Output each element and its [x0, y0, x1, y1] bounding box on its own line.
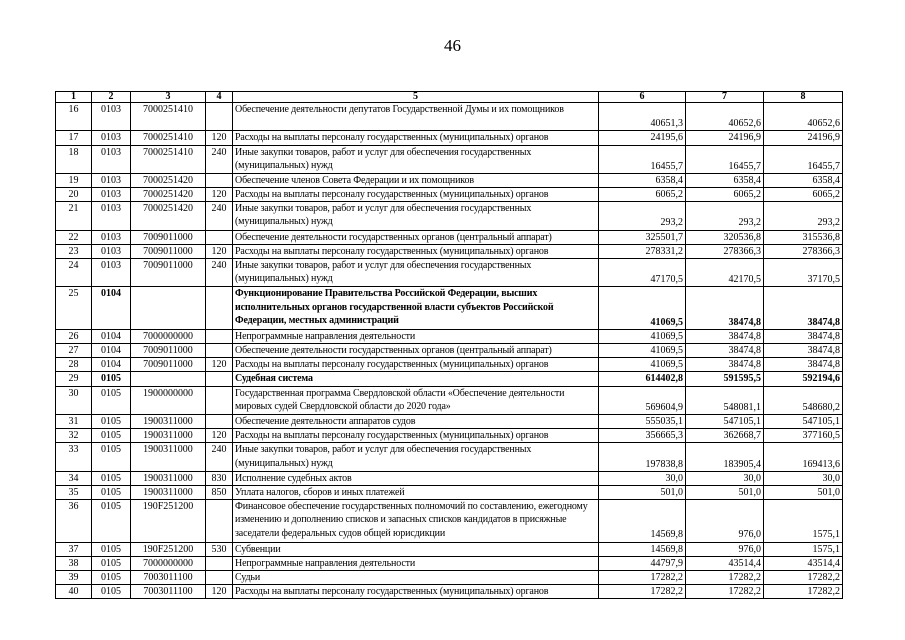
expense-type-code: 530 [206, 542, 233, 556]
expense-type-code: 850 [206, 485, 233, 499]
amount-col6: 41069,5 [599, 344, 686, 358]
item-name: Уплата налогов, сборов и иных платежей [233, 485, 599, 499]
target-article-code: 190F251200 [131, 542, 206, 556]
section-code: 0103 [92, 259, 131, 287]
amount-col6: 555035,1 [599, 414, 686, 428]
expense-type-code [206, 344, 233, 358]
amount-col6: 293,2 [599, 202, 686, 230]
amount-col7: 30,0 [686, 471, 764, 485]
item-name: Государственная программа Свердловской области «Обеспечение деятельности мировых судей Свердловской области до 2020 года» [233, 386, 599, 414]
expense-type-code: 120 [206, 188, 233, 202]
row-number: 31 [56, 414, 92, 428]
expense-type-code: 240 [206, 259, 233, 287]
item-name: Непрограммные направления деятельности [233, 556, 599, 570]
amount-col6: 41069,5 [599, 358, 686, 372]
table-row [56, 571, 843, 585]
amount-col8: 43514,4 [764, 556, 843, 570]
row-number: 32 [56, 429, 92, 443]
item-name: Расходы на выплаты персоналу государственных (муниципальных) органов [233, 358, 599, 372]
item-name: Непрограммные направления деятельности [233, 329, 599, 343]
amount-col8: 24196,9 [764, 131, 843, 145]
section-code: 0103 [92, 188, 131, 202]
item-name: Обеспечение деятельности депутатов Государственной Думы и их помощников [233, 103, 599, 131]
table-row [56, 188, 843, 202]
target-article-code: 1900000000 [131, 386, 206, 414]
amount-col7: 591595,5 [686, 372, 764, 386]
expense-type-code [206, 230, 233, 244]
row-number: 18 [56, 145, 92, 173]
row-number: 38 [56, 556, 92, 570]
target-article-code: 7009011000 [131, 244, 206, 258]
section-code: 0103 [92, 173, 131, 187]
expense-type-code: 240 [206, 443, 233, 471]
target-article-code: 7009011000 [131, 358, 206, 372]
amount-col7: 320536,8 [686, 230, 764, 244]
header-row [56, 92, 843, 103]
amount-col6: 6358,4 [599, 173, 686, 187]
section-code: 0104 [92, 287, 131, 330]
amount-col8: 40652,6 [764, 103, 843, 131]
row-number: 37 [56, 542, 92, 556]
expense-type-code [206, 329, 233, 343]
amount-col6: 24195,6 [599, 131, 686, 145]
section-code: 0105 [92, 585, 131, 599]
section-code: 0104 [92, 358, 131, 372]
expense-type-code: 120 [206, 244, 233, 258]
row-number: 16 [56, 103, 92, 131]
amount-col8: 169413,6 [764, 443, 843, 471]
row-number: 35 [56, 485, 92, 499]
item-name: Расходы на выплаты персоналу государственных (муниципальных) органов [233, 244, 599, 258]
col-header: 3 [131, 92, 206, 103]
amount-col8: 278366,3 [764, 244, 843, 258]
item-name: Субвенции [233, 542, 599, 556]
amount-col8: 315536,8 [764, 230, 843, 244]
amount-col7: 362668,7 [686, 429, 764, 443]
amount-col6: 278331,2 [599, 244, 686, 258]
amount-col7: 40652,6 [686, 103, 764, 131]
section-code: 0104 [92, 344, 131, 358]
row-number: 17 [56, 131, 92, 145]
section-code: 0105 [92, 556, 131, 570]
col-header: 7 [686, 92, 764, 103]
amount-col8: 38474,8 [764, 358, 843, 372]
row-number: 27 [56, 344, 92, 358]
amount-col7: 17282,2 [686, 585, 764, 599]
amount-col8: 17282,2 [764, 585, 843, 599]
amount-col8: 377160,5 [764, 429, 843, 443]
amount-col8: 30,0 [764, 471, 843, 485]
row-number: 19 [56, 173, 92, 187]
amount-col7: 38474,8 [686, 358, 764, 372]
expense-type-code [206, 500, 233, 543]
item-name: Судьи [233, 571, 599, 585]
target-article-code: 7000251420 [131, 202, 206, 230]
section-code: 0105 [92, 429, 131, 443]
table-row [56, 386, 843, 414]
amount-col8: 592194,6 [764, 372, 843, 386]
row-number: 40 [56, 585, 92, 599]
section-code: 0105 [92, 386, 131, 414]
row-number: 22 [56, 230, 92, 244]
amount-col6: 6065,2 [599, 188, 686, 202]
amount-col8: 17282,2 [764, 571, 843, 585]
col-header: 1 [56, 92, 92, 103]
amount-col6: 17282,2 [599, 585, 686, 599]
row-number: 20 [56, 188, 92, 202]
col-header: 8 [764, 92, 843, 103]
table-row [56, 329, 843, 343]
section-code: 0105 [92, 485, 131, 499]
expense-type-code: 240 [206, 202, 233, 230]
col-header: 6 [599, 92, 686, 103]
amount-col6: 47170,5 [599, 259, 686, 287]
section-code: 0103 [92, 230, 131, 244]
section-code: 0103 [92, 103, 131, 131]
item-name: Финансовое обеспечение государственных полномочий по составлению, ежегодному изменению и дополнению списков и запасных списков кандидатов в присяжные заседатели федеральных судов общей юрисдикции [233, 500, 599, 543]
row-number: 33 [56, 443, 92, 471]
section-code: 0105 [92, 372, 131, 386]
target-article-code: 7009011000 [131, 259, 206, 287]
table-row [56, 131, 843, 145]
row-number: 26 [56, 329, 92, 343]
amount-col6: 41069,5 [599, 287, 686, 330]
item-name: Судебная система [233, 372, 599, 386]
expense-type-code [206, 414, 233, 428]
amount-col7: 16455,7 [686, 145, 764, 173]
amount-col7: 278366,3 [686, 244, 764, 258]
col-header: 4 [206, 92, 233, 103]
table-row [56, 103, 843, 131]
amount-col6: 501,0 [599, 485, 686, 499]
target-article-code: 7003011100 [131, 585, 206, 599]
expense-type-code: 830 [206, 471, 233, 485]
table-row [56, 259, 843, 287]
amount-col7: 43514,4 [686, 556, 764, 570]
expense-type-code [206, 173, 233, 187]
item-name: Расходы на выплаты персоналу государственных (муниципальных) органов [233, 131, 599, 145]
amount-col7: 38474,8 [686, 329, 764, 343]
expense-type-code: 120 [206, 358, 233, 372]
row-number: 21 [56, 202, 92, 230]
target-article-code: 1900311000 [131, 485, 206, 499]
row-number: 34 [56, 471, 92, 485]
item-name: Расходы на выплаты персоналу государственных (муниципальных) органов [233, 188, 599, 202]
expense-type-code: 120 [206, 585, 233, 599]
amount-col6: 197838,8 [599, 443, 686, 471]
table-row [56, 429, 843, 443]
section-code: 0105 [92, 571, 131, 585]
target-article-code: 7003011100 [131, 571, 206, 585]
amount-col7: 976,0 [686, 542, 764, 556]
row-number: 23 [56, 244, 92, 258]
amount-col7: 38474,8 [686, 344, 764, 358]
amount-col7: 42170,5 [686, 259, 764, 287]
section-code: 0103 [92, 202, 131, 230]
item-name: Обеспечение деятельности государственных органов (центральный аппарат) [233, 344, 599, 358]
table-row [56, 414, 843, 428]
row-number: 28 [56, 358, 92, 372]
amount-col8: 293,2 [764, 202, 843, 230]
item-name: Иные закупки товаров, работ и услуг для обеспечения государственных (муниципальных) нужд [233, 443, 599, 471]
target-article-code: 190F251200 [131, 500, 206, 543]
table-row [56, 202, 843, 230]
section-code: 0105 [92, 471, 131, 485]
target-article-code: 7000251410 [131, 103, 206, 131]
amount-col8: 1575,1 [764, 500, 843, 543]
table-row [56, 542, 843, 556]
table-row [56, 244, 843, 258]
item-name: Исполнение судебных актов [233, 471, 599, 485]
table-row [56, 230, 843, 244]
expense-type-code [206, 103, 233, 131]
row-number: 39 [56, 571, 92, 585]
item-name: Расходы на выплаты персоналу государственных (муниципальных) органов [233, 429, 599, 443]
amount-col6: 614402,8 [599, 372, 686, 386]
row-number: 29 [56, 372, 92, 386]
amount-col7: 6065,2 [686, 188, 764, 202]
target-article-code: 7000251410 [131, 145, 206, 173]
amount-col7: 293,2 [686, 202, 764, 230]
target-article-code: 1900311000 [131, 414, 206, 428]
section-code: 0105 [92, 500, 131, 543]
amount-col8: 38474,8 [764, 287, 843, 330]
amount-col7: 976,0 [686, 500, 764, 543]
amount-col6: 44797,9 [599, 556, 686, 570]
amount-col8: 1575,1 [764, 542, 843, 556]
expense-type-code: 120 [206, 429, 233, 443]
table-row [56, 372, 843, 386]
amount-col7: 6358,4 [686, 173, 764, 187]
target-article-code: 7000000000 [131, 329, 206, 343]
row-number: 30 [56, 386, 92, 414]
expense-type-code [206, 386, 233, 414]
target-article-code: 7009011000 [131, 230, 206, 244]
amount-col7: 38474,8 [686, 287, 764, 330]
col-header: 5 [233, 92, 599, 103]
amount-col6: 41069,5 [599, 329, 686, 343]
amount-col6: 325501,7 [599, 230, 686, 244]
item-name: Обеспечение членов Совета Федерации и их помощников [233, 173, 599, 187]
section-code: 0103 [92, 244, 131, 258]
amount-col6: 14569,8 [599, 500, 686, 543]
row-number: 25 [56, 287, 92, 330]
table-row [56, 471, 843, 485]
table-row [56, 500, 843, 543]
table-row [56, 145, 843, 173]
item-name: Расходы на выплаты персоналу государственных (муниципальных) органов [233, 585, 599, 599]
row-number: 36 [56, 500, 92, 543]
expense-type-code: 240 [206, 145, 233, 173]
table-row [56, 173, 843, 187]
amount-col7: 548081,1 [686, 386, 764, 414]
item-name: Иные закупки товаров, работ и услуг для обеспечения государственных (муниципальных) нужд [233, 145, 599, 173]
amount-col8: 37170,5 [764, 259, 843, 287]
amount-col8: 38474,8 [764, 329, 843, 343]
table-row [56, 585, 843, 599]
row-number: 24 [56, 259, 92, 287]
item-name: Иные закупки товаров, работ и услуг для обеспечения государственных (муниципальных) нужд [233, 202, 599, 230]
table-row [56, 358, 843, 372]
amount-col7: 547105,1 [686, 414, 764, 428]
amount-col7: 183905,4 [686, 443, 764, 471]
target-article-code: 7000251420 [131, 188, 206, 202]
amount-col8: 6358,4 [764, 173, 843, 187]
table-row [56, 344, 843, 358]
item-name: Обеспечение деятельности аппаратов судов [233, 414, 599, 428]
section-code: 0105 [92, 443, 131, 471]
amount-col6: 14569,8 [599, 542, 686, 556]
target-article-code: 7000251410 [131, 131, 206, 145]
amount-col6: 40651,3 [599, 103, 686, 131]
table-row [56, 556, 843, 570]
amount-col6: 30,0 [599, 471, 686, 485]
section-code: 0103 [92, 131, 131, 145]
expense-type-code: 120 [206, 131, 233, 145]
section-code: 0105 [92, 414, 131, 428]
amount-col7: 17282,2 [686, 571, 764, 585]
section-code: 0104 [92, 329, 131, 343]
amount-col8: 547105,1 [764, 414, 843, 428]
amount-col8: 16455,7 [764, 145, 843, 173]
amount-col8: 6065,2 [764, 188, 843, 202]
expense-type-code [206, 571, 233, 585]
item-name: Функционирование Правительства Российской Федерации, высших исполнительных органов государственной власти субъектов Российской Федерации, местных администраций [233, 287, 599, 330]
amount-col6: 16455,7 [599, 145, 686, 173]
table-row [56, 443, 843, 471]
expense-type-code [206, 287, 233, 330]
table-row [56, 485, 843, 499]
target-article-code [131, 287, 206, 330]
target-article-code: 7000251420 [131, 173, 206, 187]
target-article-code [131, 372, 206, 386]
amount-col8: 548680,2 [764, 386, 843, 414]
expense-type-code [206, 556, 233, 570]
item-name: Иные закупки товаров, работ и услуг для обеспечения государственных (муниципальных) нужд [233, 259, 599, 287]
budget-table [55, 91, 843, 599]
amount-col6: 569604,9 [599, 386, 686, 414]
target-article-code: 1900311000 [131, 429, 206, 443]
page-number: 46 [444, 36, 461, 55]
amount-col8: 38474,8 [764, 344, 843, 358]
target-article-code: 1900311000 [131, 471, 206, 485]
section-code: 0103 [92, 145, 131, 173]
amount-col6: 356665,3 [599, 429, 686, 443]
target-article-code: 7009011000 [131, 344, 206, 358]
col-header: 2 [92, 92, 131, 103]
expense-type-code [206, 372, 233, 386]
target-article-code: 7000000000 [131, 556, 206, 570]
amount-col7: 24196,9 [686, 131, 764, 145]
amount-col7: 501,0 [686, 485, 764, 499]
amount-col6: 17282,2 [599, 571, 686, 585]
table-row [56, 287, 843, 330]
target-article-code: 1900311000 [131, 443, 206, 471]
section-code: 0105 [92, 542, 131, 556]
amount-col8: 501,0 [764, 485, 843, 499]
item-name: Обеспечение деятельности государственных органов (центральный аппарат) [233, 230, 599, 244]
